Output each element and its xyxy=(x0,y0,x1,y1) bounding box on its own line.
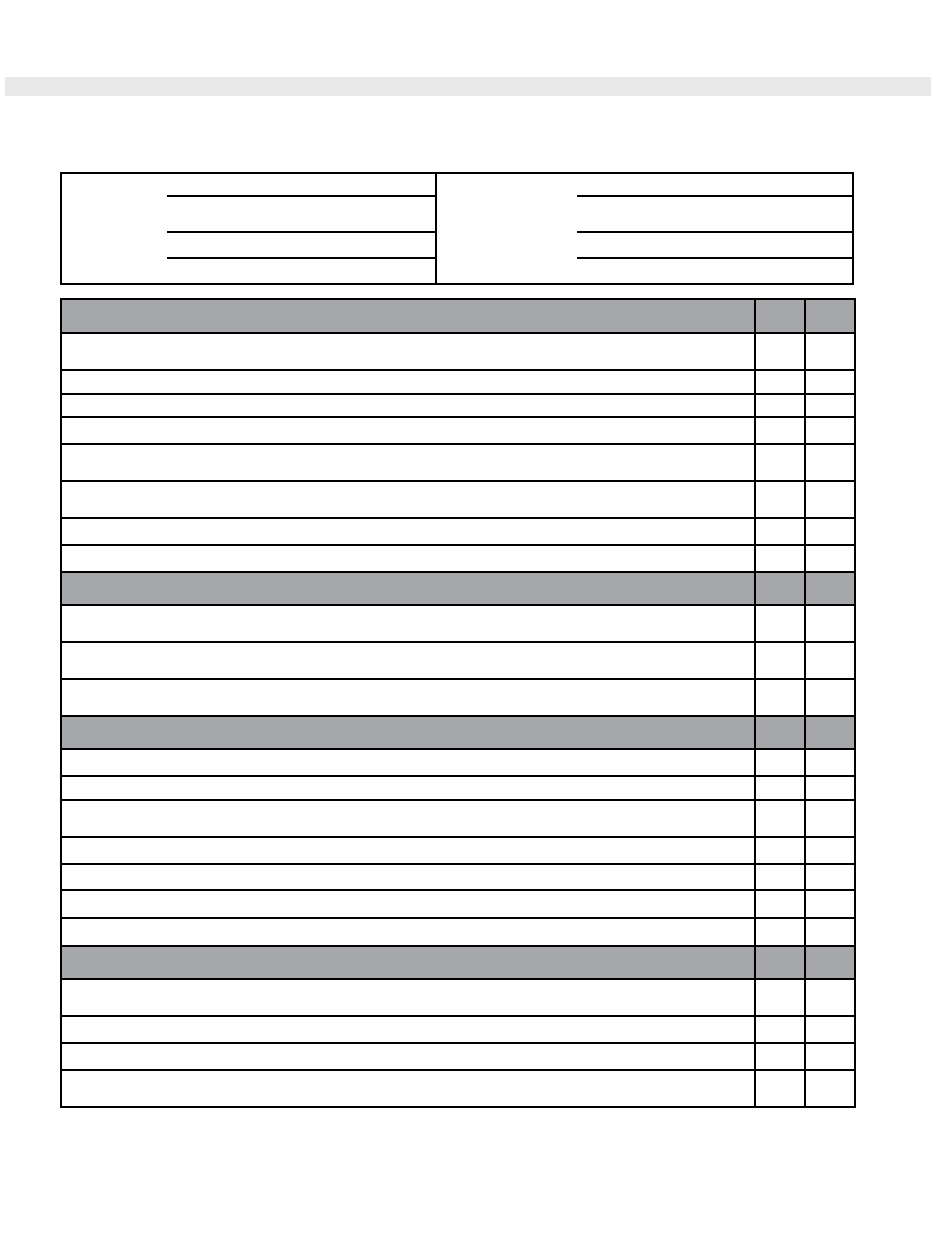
checklist-item xyxy=(61,1016,755,1043)
checklist-row xyxy=(61,864,855,890)
check-cell-b[interactable] xyxy=(805,417,855,444)
check-cell-a[interactable] xyxy=(755,417,805,444)
checklist-item xyxy=(61,370,755,394)
checklist-item xyxy=(61,890,755,918)
section-header-row xyxy=(61,716,855,749)
checklist-row xyxy=(61,776,855,800)
check-cell-a[interactable] xyxy=(755,749,805,776)
check-cell-a[interactable] xyxy=(755,605,805,642)
header-field-line[interactable] xyxy=(167,231,436,233)
checklist-row xyxy=(61,481,855,518)
section-heading xyxy=(61,299,755,333)
check-cell-b[interactable] xyxy=(805,1043,855,1070)
checklist-item xyxy=(61,394,755,417)
check-cell-b[interactable] xyxy=(805,679,855,716)
check-cell-b[interactable] xyxy=(805,333,855,370)
section-header-row xyxy=(61,572,855,605)
checklist-item xyxy=(61,1070,755,1107)
check-cell-b[interactable] xyxy=(805,370,855,394)
check-cell-a[interactable] xyxy=(755,679,805,716)
checklist-table xyxy=(60,298,856,1108)
header-field-line[interactable] xyxy=(577,231,853,233)
header-divider xyxy=(435,172,437,285)
checklist-item xyxy=(61,444,755,481)
section-col-b-header xyxy=(805,572,855,605)
section-heading xyxy=(61,716,755,749)
check-cell-a[interactable] xyxy=(755,1043,805,1070)
check-cell-a[interactable] xyxy=(755,837,805,864)
check-cell-a[interactable] xyxy=(755,333,805,370)
checklist-row xyxy=(61,1070,855,1107)
checklist-item xyxy=(61,837,755,864)
check-cell-b[interactable] xyxy=(805,864,855,890)
checklist-row xyxy=(61,679,855,716)
checklist-row xyxy=(61,444,855,481)
checklist-item xyxy=(61,918,755,946)
checklist-item xyxy=(61,679,755,716)
check-cell-a[interactable] xyxy=(755,444,805,481)
check-cell-b[interactable] xyxy=(805,776,855,800)
checklist-item xyxy=(61,776,755,800)
check-cell-a[interactable] xyxy=(755,481,805,518)
check-cell-a[interactable] xyxy=(755,979,805,1016)
checklist-item xyxy=(61,749,755,776)
check-cell-b[interactable] xyxy=(805,545,855,572)
check-cell-a[interactable] xyxy=(755,394,805,417)
checklist-item xyxy=(61,642,755,679)
checklist-row xyxy=(61,394,855,417)
checklist-item xyxy=(61,545,755,572)
checklist-item xyxy=(61,800,755,837)
check-cell-b[interactable] xyxy=(805,1070,855,1107)
section-col-b-header xyxy=(805,299,855,333)
check-cell-b[interactable] xyxy=(805,918,855,946)
checklist-item xyxy=(61,333,755,370)
document-title-bar xyxy=(5,77,931,96)
check-cell-b[interactable] xyxy=(805,642,855,679)
checklist-row xyxy=(61,605,855,642)
checklist-row xyxy=(61,890,855,918)
check-cell-b[interactable] xyxy=(805,518,855,545)
checklist-item xyxy=(61,1043,755,1070)
check-cell-a[interactable] xyxy=(755,918,805,946)
checklist-row xyxy=(61,837,855,864)
section-heading xyxy=(61,946,755,979)
checklist-item xyxy=(61,518,755,545)
check-cell-b[interactable] xyxy=(805,837,855,864)
checklist-item xyxy=(61,605,755,642)
check-cell-b[interactable] xyxy=(805,979,855,1016)
check-cell-b[interactable] xyxy=(805,605,855,642)
check-cell-a[interactable] xyxy=(755,545,805,572)
check-cell-b[interactable] xyxy=(805,394,855,417)
checklist-item xyxy=(61,481,755,518)
section-col-a-header xyxy=(755,572,805,605)
check-cell-a[interactable] xyxy=(755,1016,805,1043)
header-info-box xyxy=(60,172,854,285)
checklist-item xyxy=(61,864,755,890)
section-col-b-header xyxy=(805,716,855,749)
check-cell-a[interactable] xyxy=(755,370,805,394)
checklist-row xyxy=(61,979,855,1016)
header-field-line[interactable] xyxy=(167,257,436,259)
checklist-row xyxy=(61,518,855,545)
checklist-row xyxy=(61,417,855,444)
check-cell-a[interactable] xyxy=(755,890,805,918)
check-cell-b[interactable] xyxy=(805,481,855,518)
check-cell-a[interactable] xyxy=(755,642,805,679)
check-cell-b[interactable] xyxy=(805,749,855,776)
section-col-b-header xyxy=(805,946,855,979)
check-cell-b[interactable] xyxy=(805,800,855,837)
check-cell-b[interactable] xyxy=(805,444,855,481)
check-cell-b[interactable] xyxy=(805,1016,855,1043)
check-cell-a[interactable] xyxy=(755,776,805,800)
header-field-line[interactable] xyxy=(577,257,853,259)
check-cell-a[interactable] xyxy=(755,800,805,837)
checklist-row xyxy=(61,1043,855,1070)
checklist-row xyxy=(61,1016,855,1043)
checklist-item xyxy=(61,979,755,1016)
section-header-row xyxy=(61,299,855,333)
checklist-item xyxy=(61,417,755,444)
checklist-row xyxy=(61,642,855,679)
section-col-a-header xyxy=(755,299,805,333)
check-cell-a[interactable] xyxy=(755,864,805,890)
header-field-line[interactable] xyxy=(167,195,436,197)
checklist-row xyxy=(61,918,855,946)
checklist-row xyxy=(61,749,855,776)
section-col-a-header xyxy=(755,716,805,749)
section-col-a-header xyxy=(755,946,805,979)
checklist-row xyxy=(61,545,855,572)
check-cell-b[interactable] xyxy=(805,890,855,918)
header-field-line[interactable] xyxy=(577,195,853,197)
section-header-row xyxy=(61,946,855,979)
checklist-row xyxy=(61,800,855,837)
check-cell-a[interactable] xyxy=(755,1070,805,1107)
section-heading xyxy=(61,572,755,605)
checklist-row xyxy=(61,370,855,394)
checklist-row xyxy=(61,333,855,370)
check-cell-a[interactable] xyxy=(755,518,805,545)
